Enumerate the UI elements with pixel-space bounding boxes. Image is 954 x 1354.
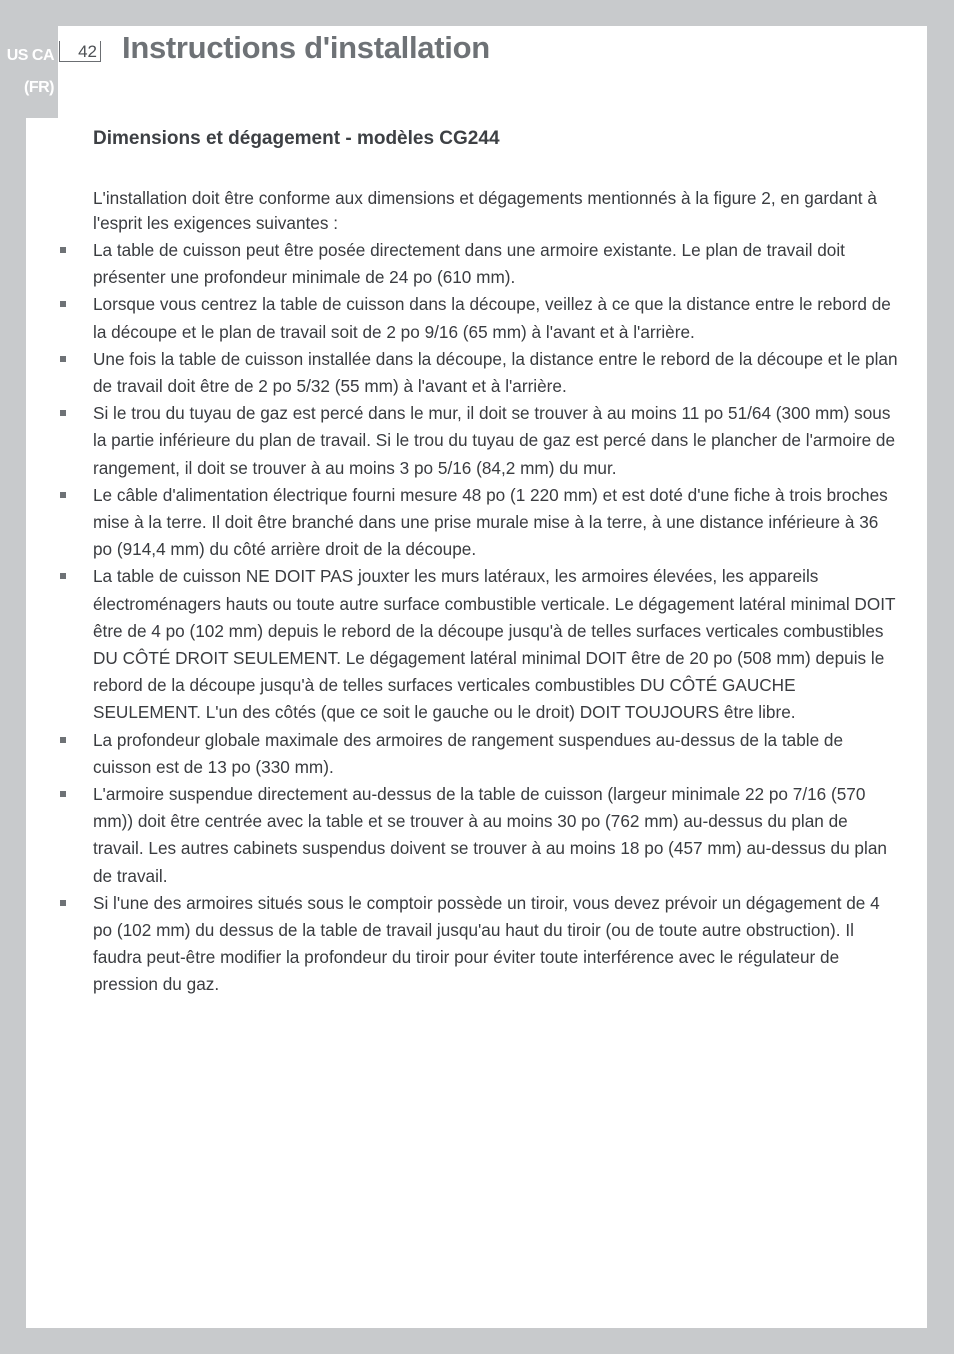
list-item — [93, 563, 901, 726]
region-label: US CA — [6, 47, 54, 64]
square-bullet-icon — [60, 737, 66, 743]
list-item-text: La profondeur globale maximale des armoires de rangement suspendues au-dessus de la table de cuisson est de 13 po (330 mm). — [93, 729, 844, 777]
square-bullet-icon — [60, 573, 66, 579]
list-item — [93, 890, 901, 999]
square-bullet-icon — [60, 791, 66, 797]
list-item-text: Lorsque vous centrez la table de cuisson dans la découpe, veillez à ce que la distance entre le rebord de la découpe et le plan de travail soit de 2 po 9/16 (65 mm) à l'avant et à l'arrière. — [93, 294, 891, 342]
list-item-text: L'armoire suspendue directement au-dessus de la table de cuisson (largeur minimale 22 po 7/16 (570 mm)) doit être centrée avec la table et se trouver à au moins 30 po (762 mm) au-dessus du plan de travail. Les autres cabinets suspendus doivent se trouver à au moins 18 po (457 mm) au-dessus du plan de travail. — [93, 784, 887, 886]
list-item-text: Une fois la table de cuisson installée dans la découpe, la distance entre le rebord de la découpe et le plan de travail doit être de 2 po 5/32 (55 mm) à l'avant et à l'arrière. — [93, 348, 898, 397]
page-number: 42 — [59, 41, 101, 62]
list-item — [93, 781, 901, 890]
section-body — [93, 186, 901, 999]
list-item — [93, 727, 901, 781]
list-item-text: Le câble d'alimentation électrique fourni mesure 48 po (1 220 mm) et est doté d'une fiche à trois broches mise à la terre. Il doit être branché dans une prise murale mise à la terre, à une distance inférieure à 36 po (914,4 mm) du côté arrière droit de la découpe. — [93, 484, 888, 560]
list-item-text: La table de cuisson NE DOIT PAS jouxter les murs latéraux, les armoires élevées, les appareils électroménagers hauts ou toute autre surface combustible verticale. Le dégagement latéral minimal DOIT être de 4 po (102 mm) depuis le rebord de la découpe jusqu'à de telles surfaces verticales combustibles DU CÔTÉ DROIT SEULEMENT. Le dégagement latéral minimal DOIT être de 20 po (508 mm) depuis le rebord de la découpe jusqu'à de telles surfaces verticales combustibles DU CÔTÉ GAUCHE SEULEMENT. L'un des côtés (que ce soit le gauche ou le droit) DOIT TOUJOURS être libre. — [93, 566, 896, 723]
square-bullet-icon — [60, 492, 66, 498]
region-tab — [6, 26, 58, 118]
list-item — [93, 482, 901, 564]
section-heading: Dimensions et dégagement - modèles CG244 — [93, 128, 500, 149]
list-item-text: Si l'une des armoires situés sous le comptoir possède un tiroir, vous devez prévoir un dégagement de 4 po (102 mm) du dessus de la table de travail jusqu'au haut du tiroir (ou de toute autre obstruction). Il faudra peut-être modifier la profondeur du tiroir pour éviter toute interférence avec le régulateur de pression du gaz. — [93, 892, 880, 995]
square-bullet-icon — [60, 900, 66, 906]
square-bullet-icon — [60, 410, 66, 416]
list-item-text: Si le trou du tuyau de gaz est percé dans le mur, il doit se trouver à au moins 11 po 51/64 (300 mm) sous la partie inférieure du plan de travail. Si le trou du tuyau de gaz est percé dans le plancher de l'armoire de rangement, il doit se trouver à au moins 3 po 5/16 (84,2 mm) du mur. — [93, 403, 896, 478]
manual-page — [6, 26, 927, 1328]
square-bullet-icon — [60, 301, 66, 307]
list-item — [93, 346, 901, 400]
list-item — [93, 237, 901, 291]
list-item-text: La table de cuisson peut être posée directement dans une armoire existante. Le plan de travail doit présenter une profondeur minimale de 24 po (610 mm). — [93, 240, 845, 288]
language-label: (FR) — [24, 79, 54, 96]
list-item — [93, 291, 901, 345]
square-bullet-icon — [60, 356, 66, 362]
square-bullet-icon — [60, 247, 66, 253]
page-title: Instructions d'installation — [122, 30, 490, 65]
list-item — [93, 400, 901, 482]
requirements-list — [93, 237, 901, 999]
intro-paragraph: L'installation doit être conforme aux dimensions et dégagements mentionnés à la figure 2, en gardant à l'esprit les exigences suivantes : — [93, 188, 877, 233]
